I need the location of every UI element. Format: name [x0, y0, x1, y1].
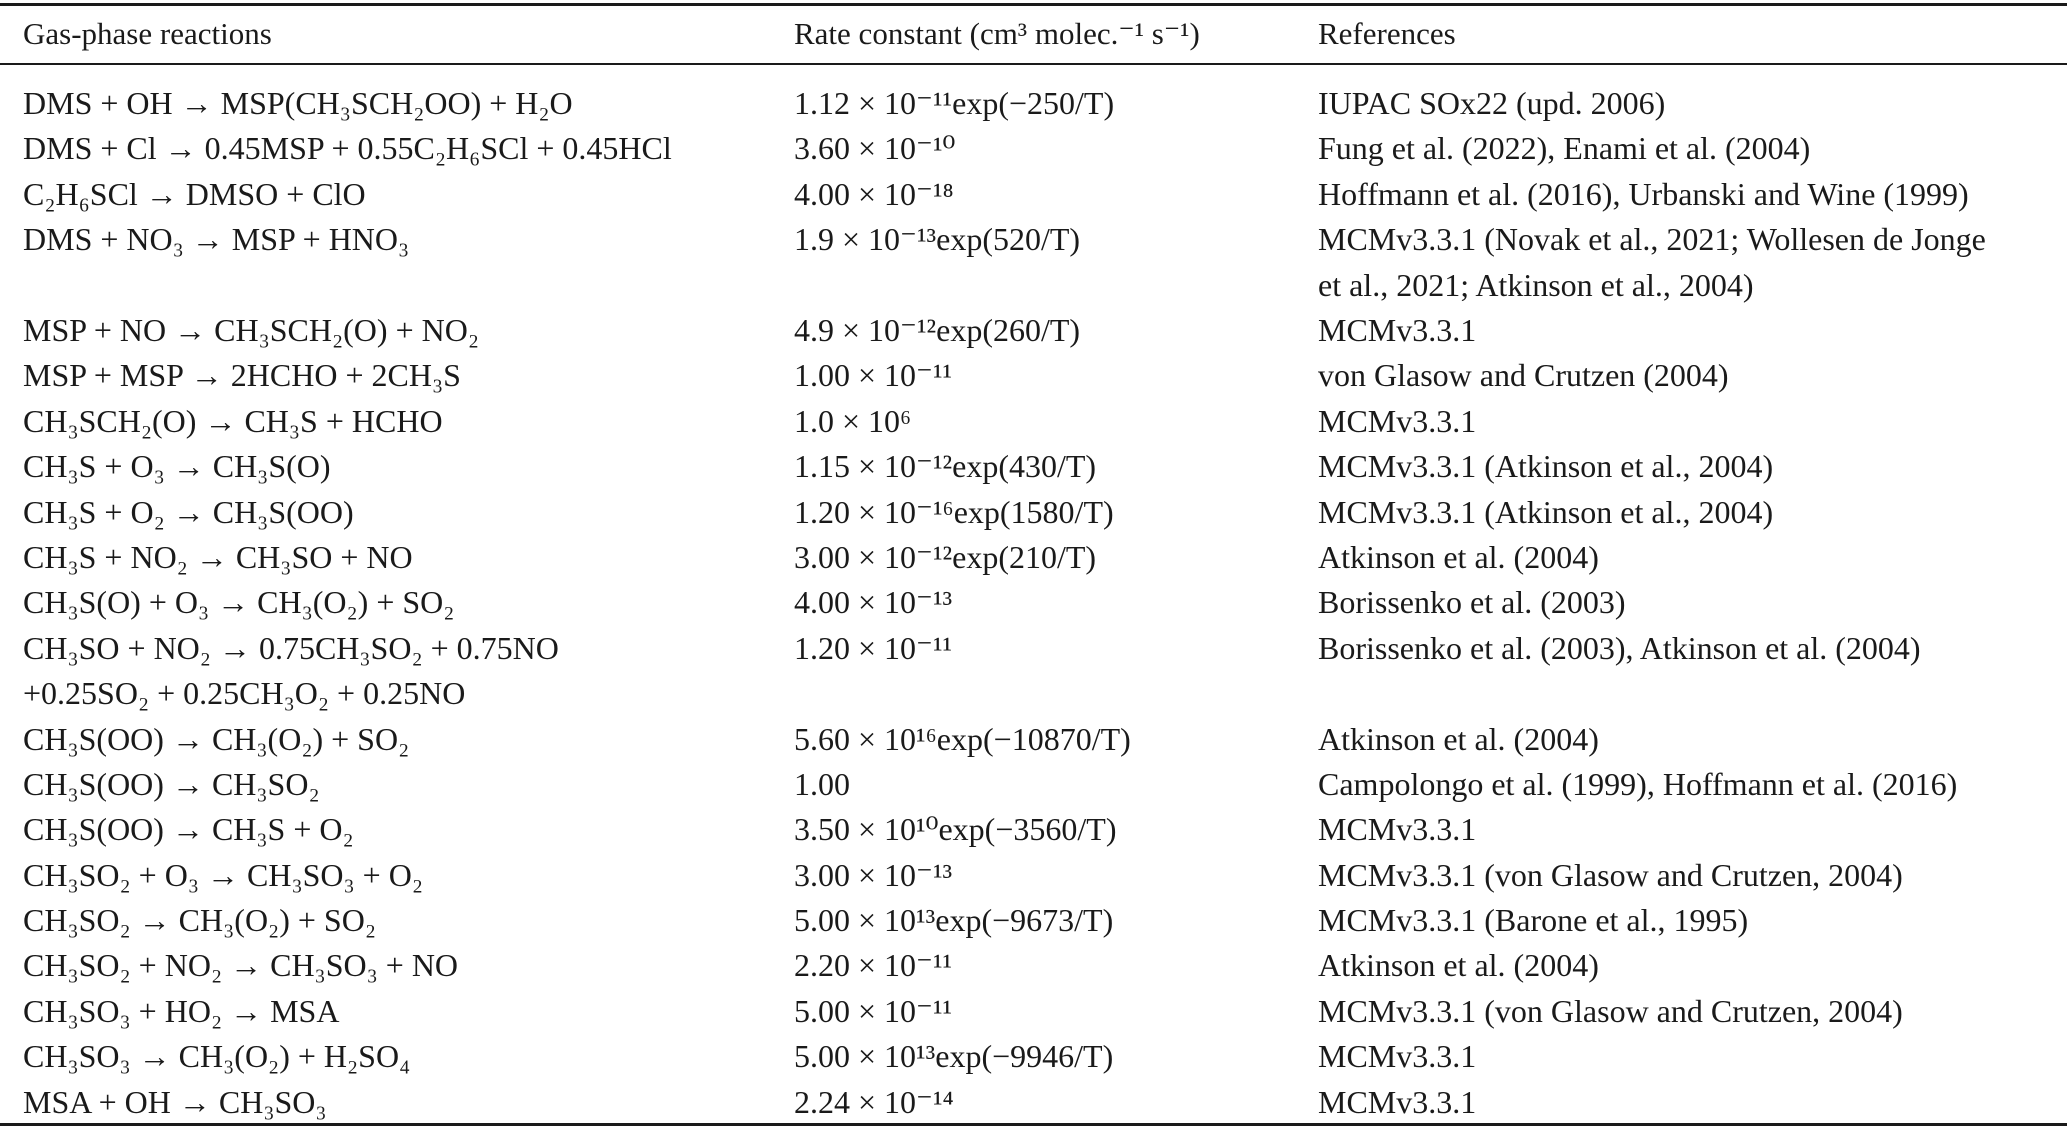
- table-row: [0, 762, 2067, 807]
- rate-cell: 1.15 × 10⁻¹²exp(430/T): [794, 448, 1097, 485]
- reference-cell: Atkinson et al. (2004): [1318, 947, 1599, 984]
- table-row: [0, 580, 2067, 625]
- rate-cell: 5.00 × 10¹³exp(−9946/T): [794, 1038, 1114, 1075]
- rate-cell: 1.00: [794, 765, 850, 802]
- table-row: [0, 807, 2067, 852]
- reference-cell: Atkinson et al. (2004): [1318, 720, 1599, 757]
- table-row: [0, 353, 2067, 398]
- reaction-cell: CH₃SO₂ + NO₂ → CH₃SO₃ + NO: [23, 947, 459, 984]
- reference-cell: Campolongo et al. (1999), Hoffmann et al. (2016): [1318, 765, 1958, 802]
- reaction-cell: C₂H₆SCl → DMSO + ClO: [23, 175, 366, 212]
- table-row: [0, 626, 2067, 717]
- reaction-cell: CH₃S + O₃ → CH₃S(O): [23, 448, 331, 485]
- table-row: [0, 126, 2067, 171]
- rate-cell: 4.00 × 10⁻¹⁸: [794, 175, 954, 212]
- table-row: [0, 1080, 2067, 1125]
- rate-cell: 1.12 × 10⁻¹¹exp(−250/T): [794, 85, 1115, 121]
- rate-cell: 2.20 × 10⁻¹¹: [794, 947, 953, 984]
- reaction-cell: CH₃S + NO₂ → CH₃SO + NO: [23, 538, 413, 575]
- reference-cell: MCMv3.3.1 (Atkinson et al., 2004): [1318, 493, 1774, 530]
- reference-cell: Atkinson et al. (2004): [1318, 538, 1599, 575]
- rate-cell: 1.00 × 10⁻¹¹: [794, 357, 953, 394]
- reference-cell: MCMv3.3.1: [1318, 402, 1477, 439]
- reaction-cell: MSA + OH → CH₃SO₃: [23, 1083, 327, 1120]
- reference-cell: Fung et al. (2022), Enami et al. (2004): [1318, 130, 1811, 167]
- reaction-cell: CH₃S + O₂ → CH₃S(OO): [23, 493, 354, 530]
- reaction-cell: MSP + NO → CH₃SCH₂(O) + NO₂: [23, 311, 479, 348]
- reference-cell: Hoffmann et al. (2016), Urbanski and Wine (1999): [1318, 175, 1969, 212]
- table-body: [0, 81, 2067, 1125]
- table-row: [0, 308, 2067, 353]
- reaction-cell: CH₃SO₂ → CH₃(O₂) + SO₂: [23, 902, 376, 939]
- rate-cell: 3.60 × 10⁻¹⁰: [794, 130, 956, 167]
- reaction-cell: DMS + OH → MSP(CH₃SCH₂OO) + H₂O: [23, 85, 573, 121]
- reference-cell: MCMv3.3.1: [1318, 311, 1477, 348]
- rate-cell: 1.0 × 10⁶: [794, 402, 912, 439]
- reference-cell: von Glasow and Crutzen (2004): [1318, 357, 1729, 394]
- reference-cell: MCMv3.3.1: [1318, 1083, 1477, 1120]
- reaction-cell: CH₃S(OO) → CH₃SO₂: [23, 765, 320, 802]
- rate-cell: 3.00 × 10⁻¹³: [794, 856, 953, 893]
- reaction-cell: CH₃SO₂ + O₃ → CH₃SO₃ + O₂: [23, 856, 423, 893]
- table-row: [0, 535, 2067, 580]
- reaction-cell: CH₃SO₃ → CH₃(O₂) + H₂SO₄: [23, 1038, 411, 1075]
- reference-cell: MCMv3.3.1 (von Glasow and Crutzen, 2004): [1318, 992, 1903, 1029]
- rate-cell: 3.00 × 10⁻¹²exp(210/T): [794, 538, 1097, 575]
- table-row: [0, 943, 2067, 988]
- reference-cell: MCMv3.3.1 (Barone et al., 1995): [1318, 902, 1749, 939]
- rate-cell: 5.00 × 10⁻¹¹: [794, 992, 953, 1029]
- rate-cell: 1.9 × 10⁻¹³exp(520/T): [794, 221, 1081, 258]
- table-row: [0, 1034, 2067, 1079]
- reaction-cell: CH₃SO₃ + HO₂ → MSA: [23, 992, 340, 1029]
- rate-cell: 4.00 × 10⁻¹³: [794, 584, 953, 621]
- rate-cell: 5.60 × 10¹⁶exp(−10870/T): [794, 720, 1131, 757]
- reaction-cell: CH₃S(O) + O₃ → CH₃(O₂) + SO₂: [23, 584, 455, 621]
- table-header-row: [0, 12, 2067, 56]
- table-row: [0, 444, 2067, 489]
- table-row: [0, 81, 2067, 126]
- rate-cell: 4.9 × 10⁻¹²exp(260/T): [794, 311, 1081, 348]
- reaction-cell: CH₃S(OO) → CH₃S + O₂: [23, 811, 354, 848]
- reaction-cell: DMS + Cl → 0.45MSP + 0.55C₂H₆SCl + 0.45HCl: [23, 130, 672, 167]
- reference-cell: MCMv3.3.1 (Atkinson et al., 2004): [1318, 448, 1774, 485]
- reaction-cell: DMS + NO₃ → MSP + HNO₃: [23, 221, 410, 258]
- reaction-line-1: CH₃SO + NO₂ → 0.75CH₃SO₂ + 0.75NO: [23, 629, 559, 666]
- rate-cell: 2.24 × 10⁻¹⁴: [794, 1083, 954, 1120]
- table-row: [0, 853, 2067, 898]
- table-row: [0, 898, 2067, 943]
- reference-cell: Borissenko et al. (2003), Atkinson et al. (2004): [1318, 629, 1921, 666]
- reaction-cell: MSP + MSP → 2HCHO + 2CH₃S: [23, 357, 461, 394]
- table-header-rule: [0, 63, 2067, 65]
- reference-cell: Borissenko et al. (2003): [1318, 584, 1626, 621]
- header-rate-constant: Rate constant (cm³ molec.⁻¹ s⁻¹): [794, 16, 1200, 51]
- table-row: [0, 717, 2067, 762]
- table-row: [0, 490, 2067, 535]
- reference-cell: MCMv3.3.1: [1318, 811, 1477, 848]
- rate-cell: 1.20 × 10⁻¹¹: [794, 629, 953, 666]
- reference-cell: MCMv3.3.1 (von Glasow and Crutzen, 2004): [1318, 856, 1903, 893]
- reaction-cell: CH₃SCH₂(O) → CH₃S + HCHO: [23, 402, 443, 439]
- reference-cell: [1318, 217, 2063, 308]
- rate-cell: 3.50 × 10¹⁰exp(−3560/T): [794, 811, 1117, 848]
- reference-line-2: et al., 2021; Atkinson et al., 2004): [1318, 266, 1754, 303]
- reaction-cell: CH₃S(OO) → CH₃(O₂) + SO₂: [23, 720, 410, 757]
- reference-cell: MCMv3.3.1: [1318, 1038, 1477, 1075]
- rate-cell: 5.00 × 10¹³exp(−9673/T): [794, 902, 1114, 939]
- header-references: References: [1318, 16, 1456, 51]
- rate-cell: 1.20 × 10⁻¹⁶exp(1580/T): [794, 493, 1114, 530]
- table-top-rule: [0, 3, 2067, 6]
- reaction-cell: [23, 626, 783, 717]
- reference-line-1: MCMv3.3.1 (Novak et al., 2021; Wollesen de Jonge: [1318, 221, 1986, 258]
- table-row: [0, 172, 2067, 217]
- reaction-line-2: +0.25SO₂ + 0.25CH₃O₂ + 0.25NO: [23, 675, 466, 712]
- header-reactions: Gas-phase reactions: [23, 16, 272, 51]
- table-row: [0, 217, 2067, 308]
- reference-cell: IUPAC SOx22 (upd. 2006): [1318, 85, 1666, 121]
- table-bottom-rule: [0, 1123, 2067, 1126]
- table-row: [0, 989, 2067, 1034]
- table-row: [0, 399, 2067, 444]
